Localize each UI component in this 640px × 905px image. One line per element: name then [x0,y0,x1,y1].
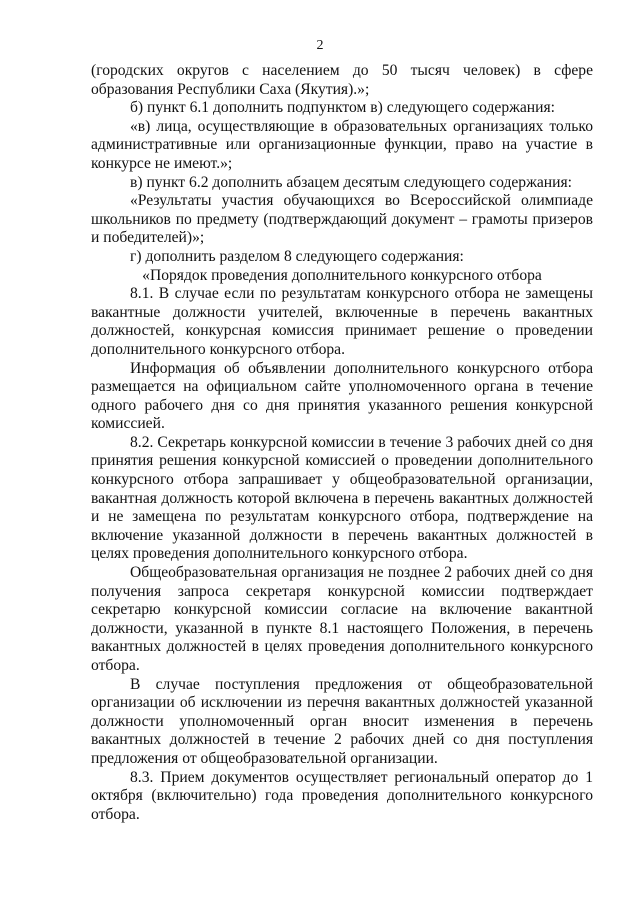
paragraph: Информация об объявлении дополнительного конкурсного отбора размещается на официальном сайте уполномоченного органа в течение одного рабочего дня со дня принятия указанного решения конкурсной комиссией. [91,359,593,433]
paragraph: 8.3. Прием документов осуществляет региональный оператор до 1 октября (включительно) года проведения дополнительного конкурсного отбора. [91,768,593,823]
paragraph: Общеобразовательная организация не позднее 2 рабочих дней со дня получения запроса секретаря конкурсной комиссии подтверждает секретарю конкурсной комиссии согласие на включение вакантной должности, указанной в пункте 8.1 настоящего Положения, в перечень вакантных должностей в целях проведения дополнительного конкурсного отбора. [91,564,593,674]
paragraph: 8.1. В случае если по результатам конкурсного отбора не замещены вакантные должности учителей, включенные в перечень вакантных должностей, конкурсная комиссия принимает решение о проведении дополнительного конкурсного отбора. [91,285,593,358]
paragraph: б) пункт 6.1 дополнить подпунктом в) следующего содержания: [130,99,556,117]
paragraph: г) дополнить разделом 8 следующего содержания: [130,247,464,265]
paragraph: 8.2. Секретарь конкурсной комиссии в течение 3 рабочих дней со дня принятия решения конкурсной комиссией о проведении дополнительного конкурсного отбора запрашивает у общеобразовательной организации, вакантная должность которой включена в перечень вакантных должностей и не замещена по результатам конкурсного отбора, подтверждение на включение указанной должности в перечень вакантных должностей в целях проведения дополнительного конкурсного отбора. [91,433,593,563]
paragraph: В случае поступления предложения от общеобразовательной организации об исключении из перечня вакантных должностей указанной должности уполномоченный орган вносит изменения в перечень вакантных должностей в течение 2 рабочих дней со дня поступления предложения от общеобразовательной организации. [91,675,593,767]
document-body [91,62,593,824]
paragraph: «Результаты участия обучающихся во Всероссийской олимпиаде школьников по предмету (подтверждающий документ – грамоты призеров и победителей)»; [91,192,593,247]
paragraph: «в) лица, осуществляющие в образовательных организациях только административные или организационные функции, право на участие в конкурсе не имеют.»; [91,117,593,172]
page-number: 2 [316,38,324,53]
paragraph: (городских округов с населением до 50 тысяч человек) в сфере образования Республики Саха (Якутия).»; [91,62,593,98]
paragraph: «Порядок проведения дополнительного конкурсного отбора [142,266,542,284]
paragraph: в) пункт 6.2 дополнить абзацем десятым следующего содержания: [130,173,572,191]
